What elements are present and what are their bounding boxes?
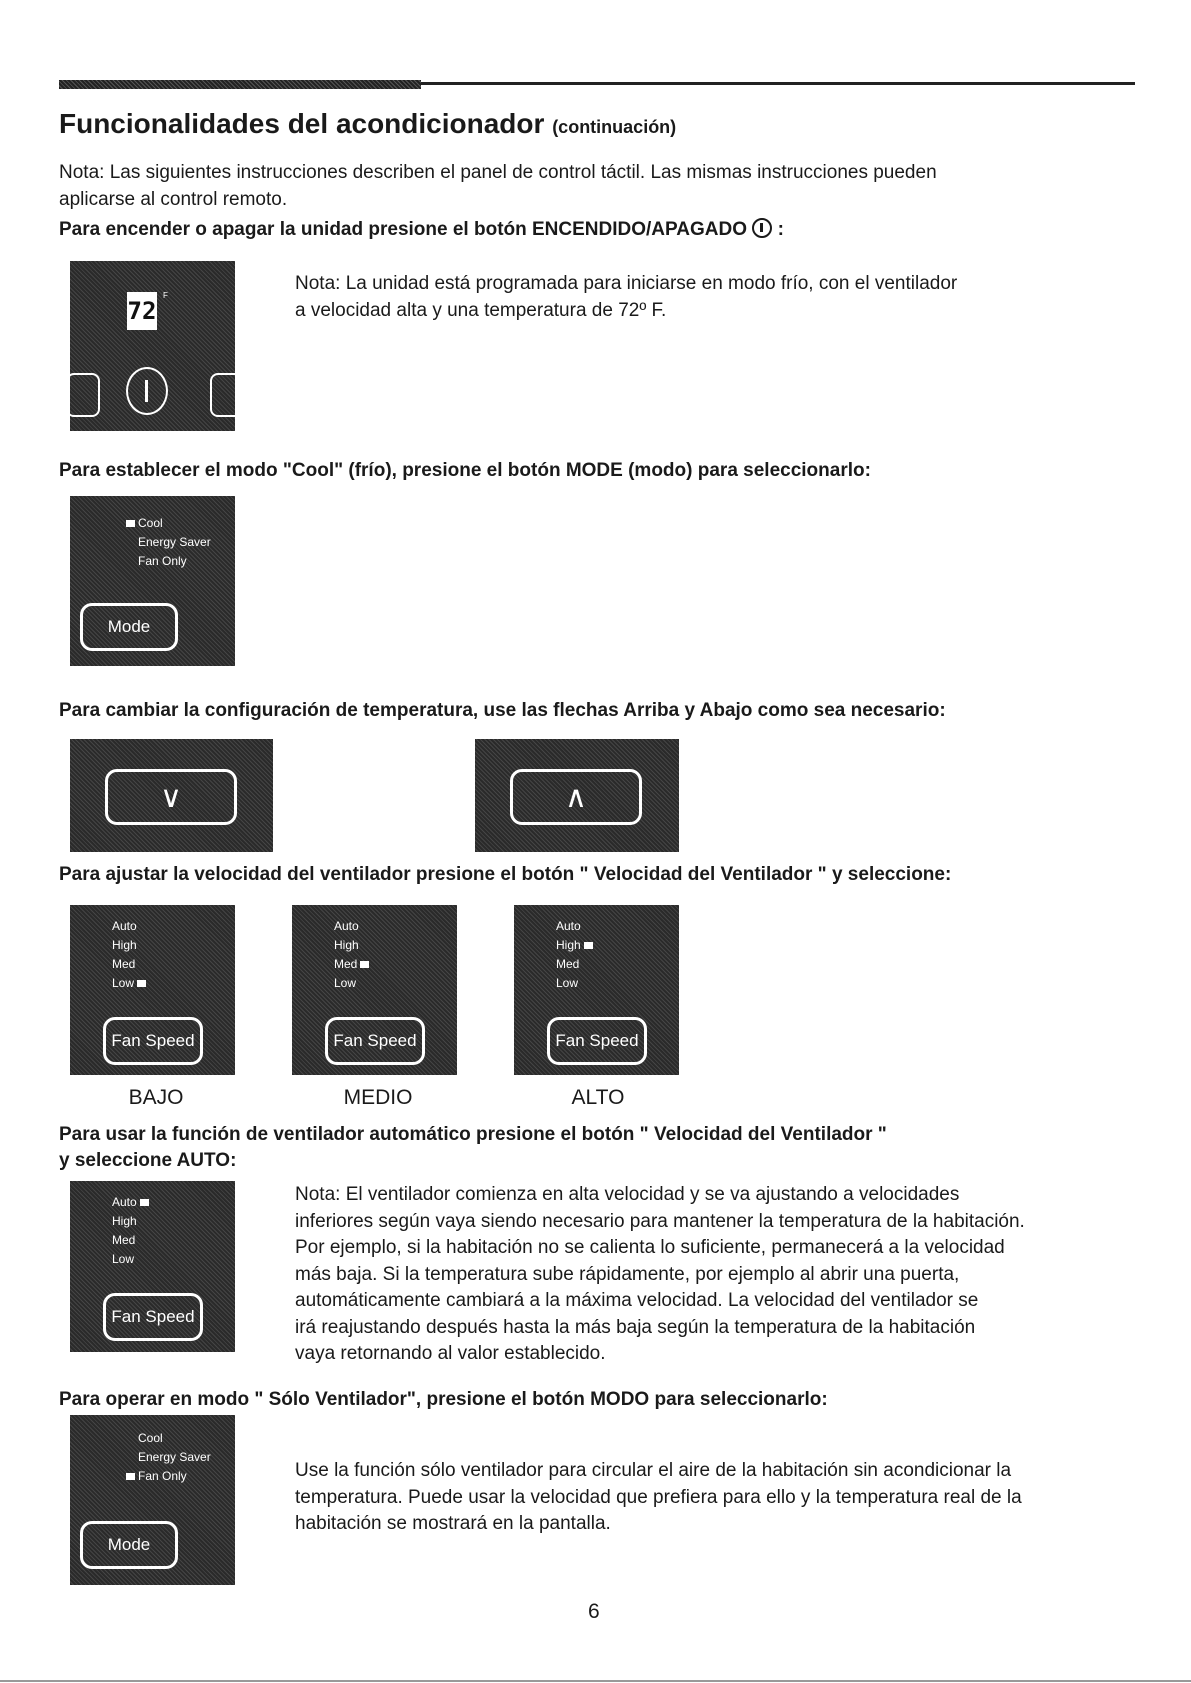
power-note <box>295 271 957 324</box>
speed-low: Low <box>112 1252 135 1266</box>
mode-cool: Cool <box>138 516 163 530</box>
title-text: Funcionalidades del acondicionador <box>59 108 545 139</box>
left-button <box>66 373 100 417</box>
mode-list <box>123 514 211 571</box>
right-button <box>210 373 244 417</box>
speed-high: High <box>112 1214 137 1228</box>
unit-label: F <box>163 291 168 300</box>
speed-auto: Auto <box>112 1195 137 1209</box>
mode-button-image: Mode <box>80 1521 178 1569</box>
note-line: automáticamente cambiará a la máxima velocidad. La velocidad del ventilador se <box>295 1290 979 1311</box>
page-title <box>59 108 676 140</box>
power-panel-image <box>70 261 235 431</box>
fan-only-panel-image <box>70 1415 235 1585</box>
cool-mode-panel-image <box>70 496 235 666</box>
auto-fan-note <box>295 1182 1025 1368</box>
fan-high-panel-image <box>514 905 679 1075</box>
fan-auto-panel-image <box>70 1181 235 1352</box>
selected-indicator <box>126 1473 135 1480</box>
note-line: a velocidad alta y una temperatura de 72º F. <box>295 299 667 321</box>
mode-fan-only: Fan Only <box>138 1469 187 1483</box>
mode-cool: Cool <box>138 1431 163 1445</box>
up-arrow-panel-image <box>475 739 679 852</box>
temperature-display: 72 <box>127 292 157 330</box>
speed-high: High <box>112 938 137 952</box>
note-line: más baja. Si la temperatura sube rápidamente, por ejemplo al abrir una puerta, <box>295 1263 960 1285</box>
label-high: ALTO <box>571 1086 625 1109</box>
speed-list <box>334 917 372 993</box>
speed-list <box>556 917 596 993</box>
heading-line: y seleccione AUTO: <box>59 1150 237 1171</box>
fan-low-panel-image <box>70 905 235 1075</box>
heading-line: Para usar la función de ventilador automático presione el botón " Velocidad del Ventilador " <box>59 1124 887 1145</box>
note-line: vaya retornando al valor establecido. <box>295 1343 606 1364</box>
speed-auto: Auto <box>334 919 359 933</box>
speed-low: Low <box>334 976 357 990</box>
speed-high: High <box>556 938 581 952</box>
speed-auto: Auto <box>556 919 581 933</box>
speed-low: Low <box>112 976 135 990</box>
selected-indicator <box>360 961 369 968</box>
temperature-heading: Para cambiar la configuración de temperatura, use las flechas Arriba y Abajo como sea necesario: <box>59 700 946 721</box>
fan-speed-button-image: Fan Speed <box>103 1017 203 1065</box>
auto-fan-heading <box>59 1122 887 1174</box>
mode-energy-saver: Energy Saver <box>138 535 211 549</box>
selected-indicator <box>140 1199 149 1206</box>
selected-indicator <box>126 520 135 527</box>
speed-list <box>112 917 149 993</box>
power-button-icon <box>126 367 168 415</box>
down-arrow-panel-image <box>70 739 273 852</box>
power-heading <box>59 218 784 241</box>
label-medium: MEDIO <box>343 1086 413 1109</box>
power-icon <box>752 218 772 238</box>
header-rule <box>421 82 1135 85</box>
speed-low: Low <box>556 976 579 990</box>
note-line: temperatura. Puede usar la velocidad que prefiera para ello y la temperatura real de la <box>295 1486 1022 1508</box>
cool-mode-heading: Para establecer el modo "Cool" (frío), presione el botón MODE (modo) para seleccionarlo: <box>59 460 871 481</box>
note-line: Nota: La unidad está programada para iniciarse en modo frío, con el ventilador <box>295 273 958 294</box>
speed-high: High <box>334 938 359 952</box>
mode-list <box>123 1429 211 1486</box>
intro-note <box>59 160 937 213</box>
fan-only-note <box>295 1458 1022 1538</box>
fan-speed-button-image: Fan Speed <box>103 1293 203 1341</box>
intro-line: Nota: Las siguientes instrucciones describen el panel de control táctil. Las mismas instrucciones pueden <box>59 162 937 183</box>
speed-med: Med <box>112 957 136 971</box>
speed-list <box>112 1193 152 1269</box>
colon: : <box>777 219 784 240</box>
speed-med: Med <box>112 1233 136 1247</box>
note-line: irá reajustando después hasta la más baja según la temperatura de la habitación <box>295 1316 976 1338</box>
note-line: Por ejemplo, si la habitación no se calienta lo suficiente, permanecerá a la velocidad <box>295 1237 1005 1258</box>
selected-indicator <box>584 942 593 949</box>
selected-indicator <box>137 980 146 987</box>
up-arrow-icon: ∧ <box>510 769 642 825</box>
note-line: Nota: El ventilador comienza en alta velocidad y se va ajustando a velocidades <box>295 1184 960 1205</box>
note-line: habitación se mostrará en la pantalla. <box>295 1513 611 1534</box>
label-low: BAJO <box>128 1086 184 1109</box>
mode-energy-saver: Energy Saver <box>138 1450 211 1464</box>
down-arrow-icon: ∨ <box>105 769 237 825</box>
header-bar <box>59 80 421 89</box>
fan-speed-button-image: Fan Speed <box>547 1017 647 1065</box>
power-heading-text: Para encender o apagar la unidad presione el botón ENCENDIDO/APAGADO <box>59 219 747 240</box>
bottom-rule <box>0 1680 1191 1682</box>
fan-speed-heading: Para ajustar la velocidad del ventilador presione el botón " Velocidad del Ventilador " y seleccione: <box>59 864 952 885</box>
fan-med-panel-image <box>292 905 457 1075</box>
note-line: Use la función sólo ventilador para circular el aire de la habitación sin acondicionar la <box>295 1460 1012 1481</box>
fan-speed-button-image: Fan Speed <box>325 1017 425 1065</box>
speed-auto: Auto <box>112 919 137 933</box>
page-number: 6 <box>588 1600 600 1623</box>
mode-fan-only: Fan Only <box>138 554 187 568</box>
intro-line: aplicarse al control remoto. <box>59 188 288 210</box>
fan-only-heading: Para operar en modo " Sólo Ventilador", presione el botón MODO para seleccionarlo: <box>59 1389 828 1410</box>
speed-med: Med <box>334 957 358 971</box>
speed-med: Med <box>556 957 580 971</box>
note-line: inferiores según vaya siendo necesario para mantener la temperatura de la habitación. <box>295 1210 1025 1232</box>
mode-button-image: Mode <box>80 603 178 651</box>
title-suffix: (continuación) <box>552 117 677 137</box>
